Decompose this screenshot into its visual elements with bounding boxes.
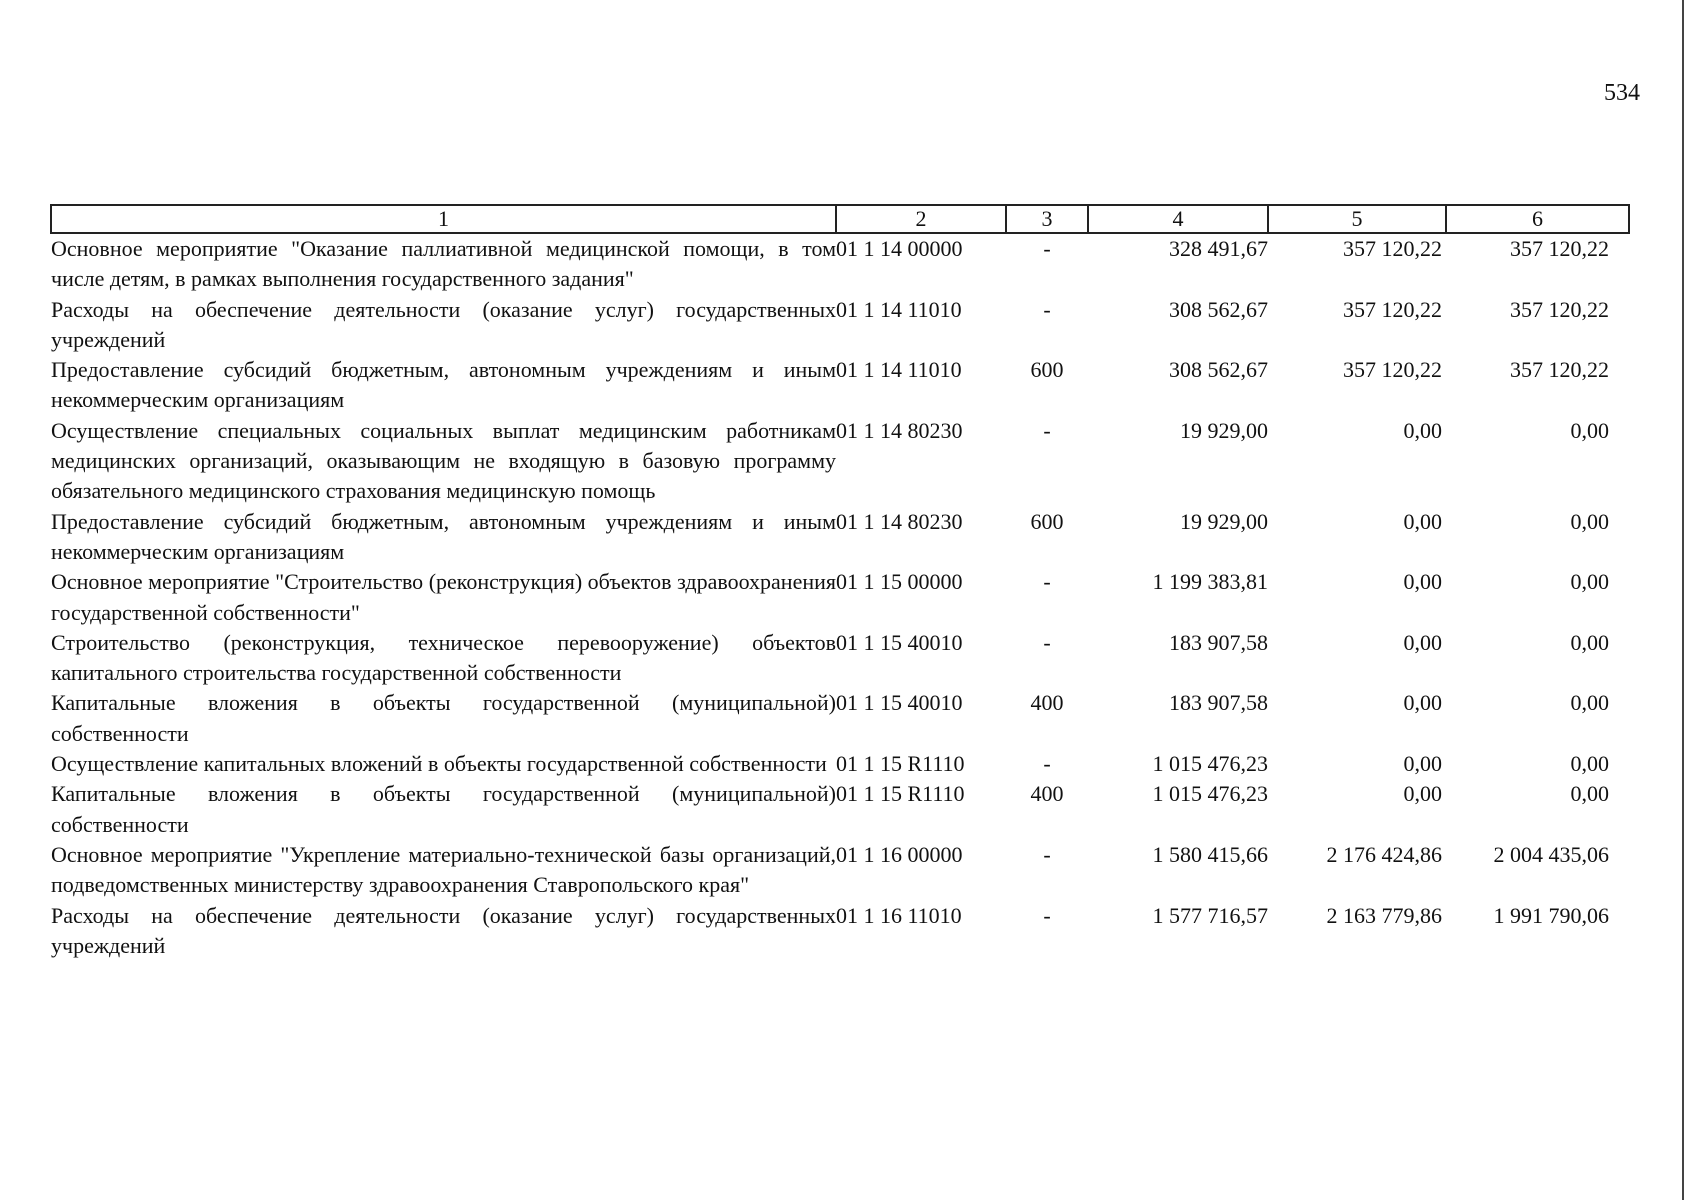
header-col-1: 1 (51, 205, 836, 233)
row-description: Капитальные вложения в объекты государственной (муниципальной) собственности (51, 690, 836, 746)
row-type: - (1043, 296, 1051, 322)
header-col-3: 3 (1006, 205, 1088, 233)
page-number: 534 (1604, 80, 1640, 106)
table-row (51, 295, 1629, 356)
table-row (51, 507, 1629, 568)
row-value-4: 1 015 476,23 (1152, 781, 1268, 807)
row-description: Осуществление капитальных вложений в объекты государственной собственности (51, 751, 827, 777)
row-value-4: 183 907,58 (1169, 690, 1268, 716)
row-code: 01 1 15 R1110 (836, 781, 965, 807)
row-code: 01 1 16 00000 (836, 841, 963, 867)
row-value-4: 308 562,67 (1169, 296, 1268, 322)
row-description: Расходы на обеспечение деятельности (оказание услуг) государственных учреждений (51, 902, 836, 958)
row-value-5: 0,00 (1403, 781, 1442, 807)
table-body (51, 233, 1629, 961)
row-value-6: 357 120,22 (1510, 296, 1609, 322)
row-value-6: 2 004 435,06 (1493, 841, 1609, 867)
table-row (51, 688, 1629, 749)
row-code: 01 1 15 00000 (836, 569, 963, 595)
row-code: 01 1 16 11010 (836, 902, 962, 928)
row-description: Осуществление специальных социальных выплат медицинским работникам медицинских организаций, оказывающим не входящую в базовую программу обязательного медицинского страхования медицинскую помощь (51, 417, 836, 504)
table-row (51, 628, 1629, 689)
table-row (51, 901, 1629, 962)
header-col-5: 5 (1268, 205, 1446, 233)
row-value-5: 0,00 (1403, 508, 1442, 534)
row-type: - (1043, 902, 1051, 928)
table-row (51, 355, 1629, 416)
row-value-5: 0,00 (1403, 629, 1442, 655)
row-value-4: 1 199 383,81 (1152, 569, 1268, 595)
row-type: 600 (1030, 357, 1064, 383)
row-value-6: 0,00 (1570, 751, 1609, 777)
table-row (51, 840, 1629, 901)
row-type: - (1043, 841, 1051, 867)
row-value-5: 2 163 779,86 (1326, 902, 1442, 928)
row-value-4: 308 562,67 (1169, 357, 1268, 383)
row-code: 01 1 14 11010 (836, 357, 962, 383)
table-row (51, 567, 1629, 628)
row-value-6: 1 991 790,06 (1493, 902, 1609, 928)
row-type: 600 (1030, 508, 1064, 534)
row-value-5: 357 120,22 (1343, 296, 1442, 322)
budget-table (50, 204, 1630, 961)
row-value-6: 357 120,22 (1510, 236, 1609, 261)
row-value-5: 0,00 (1403, 417, 1442, 443)
row-description: Предоставление субсидий бюджетным, автономным учреждениям и иным некоммерческим организациям (51, 357, 836, 413)
row-code: 01 1 15 R1110 (836, 751, 965, 777)
row-value-6: 357 120,22 (1510, 357, 1609, 383)
row-value-4: 19 929,00 (1180, 417, 1268, 443)
row-description: Расходы на обеспечение деятельности (оказание услуг) государственных учреждений (51, 296, 836, 352)
header-col-2: 2 (836, 205, 1006, 233)
row-value-4: 1 577 716,57 (1152, 902, 1268, 928)
row-description: Основное мероприятие "Строительство (реконструкция) объектов здравоохранения государственной собственности" (51, 569, 836, 625)
row-type: - (1043, 417, 1051, 443)
table-row (51, 779, 1629, 840)
table-row (51, 749, 1629, 779)
row-code: 01 1 15 40010 (836, 690, 963, 716)
row-value-5: 0,00 (1403, 569, 1442, 595)
row-code: 01 1 14 11010 (836, 296, 962, 322)
row-type: - (1043, 236, 1051, 261)
row-value-5: 2 176 424,86 (1326, 841, 1442, 867)
table-row (51, 233, 1629, 295)
row-type: - (1043, 629, 1051, 655)
table-header (51, 205, 1629, 233)
row-code: 01 1 14 00000 (836, 236, 963, 261)
row-description: Основное мероприятие "Укрепление материально-технической базы организаций, подведомственных министерству здравоохранения Ставропольского края" (51, 841, 836, 898)
row-value-4: 183 907,58 (1169, 629, 1268, 655)
row-value-6: 0,00 (1570, 508, 1609, 534)
row-description: Капитальные вложения в объекты государственной (муниципальной) собственности (51, 781, 836, 837)
row-code: 01 1 15 40010 (836, 629, 963, 655)
row-value-6: 0,00 (1570, 781, 1609, 807)
row-description: Предоставление субсидий бюджетным, автономным учреждениям и иным некоммерческим организациям (51, 508, 836, 564)
row-description: Основное мероприятие "Оказание паллиативной медицинской помощи, в том числе детям, в рамках выполнения государственного задания" (51, 236, 836, 292)
row-value-4: 1 015 476,23 (1152, 751, 1268, 777)
row-value-5: 357 120,22 (1343, 236, 1442, 261)
row-code: 01 1 14 80230 (836, 508, 963, 534)
row-value-6: 0,00 (1570, 690, 1609, 716)
header-row (51, 205, 1629, 233)
row-code: 01 1 14 80230 (836, 417, 963, 443)
row-type: - (1043, 569, 1051, 595)
row-value-6: 0,00 (1570, 629, 1609, 655)
header-col-4: 4 (1088, 205, 1268, 233)
row-type: - (1043, 751, 1051, 777)
header-col-6: 6 (1446, 205, 1629, 233)
row-value-5: 357 120,22 (1343, 357, 1442, 383)
row-value-4: 1 580 415,66 (1152, 841, 1268, 867)
row-value-4: 328 491,67 (1169, 236, 1268, 261)
scan-edge-line (1682, 0, 1684, 1200)
table-row (51, 416, 1629, 507)
row-value-6: 0,00 (1570, 569, 1609, 595)
row-value-5: 0,00 (1403, 751, 1442, 777)
row-type: 400 (1030, 781, 1064, 807)
row-type: 400 (1030, 690, 1064, 716)
row-value-6: 0,00 (1570, 417, 1609, 443)
row-value-5: 0,00 (1403, 690, 1442, 716)
row-description: Строительство (реконструкция, техническое перевооружение) объектов капитального строительства государственной собственности (51, 629, 836, 686)
row-value-4: 19 929,00 (1180, 508, 1268, 534)
